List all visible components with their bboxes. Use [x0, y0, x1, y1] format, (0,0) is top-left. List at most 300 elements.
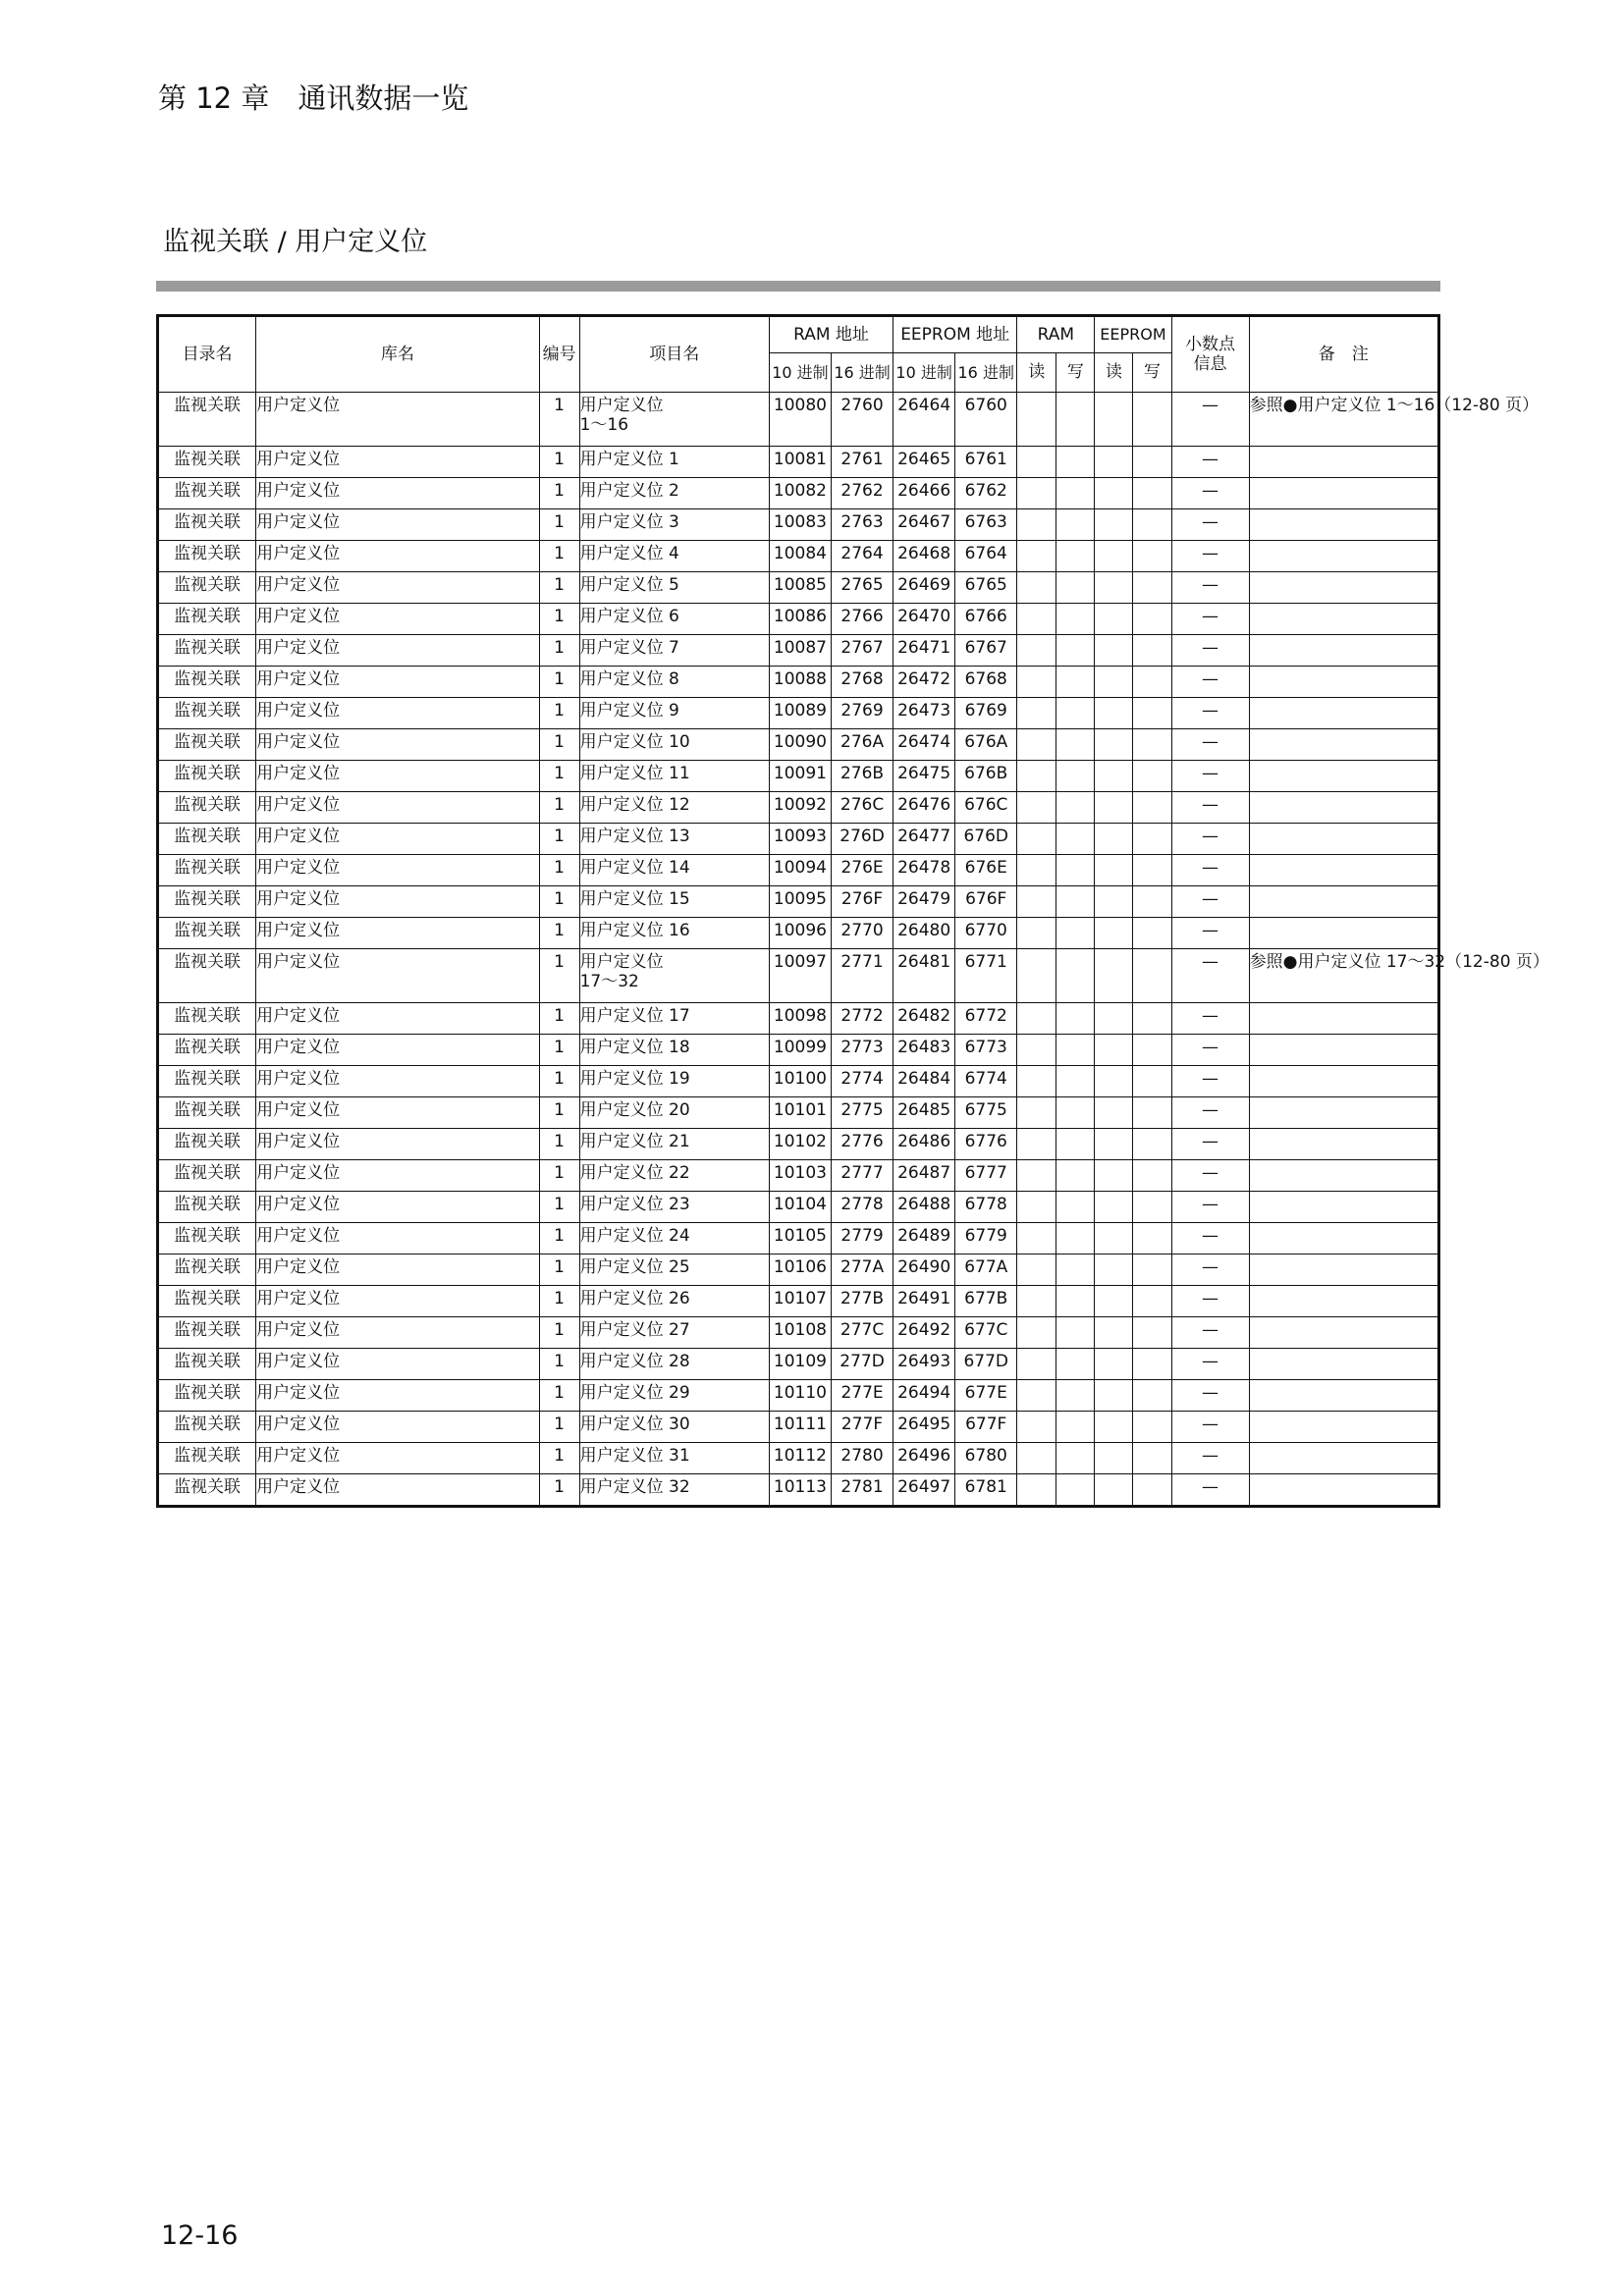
- cell-ram-dec: 10097: [769, 949, 831, 1003]
- cell-note: [1249, 824, 1438, 855]
- cell-ram-hex: 276A: [831, 729, 893, 761]
- cell-eeprom-dec: 26496: [893, 1443, 955, 1474]
- table-row: [158, 949, 1439, 1003]
- cell-ram-dec: 10099: [769, 1035, 831, 1066]
- cell-ram-read: [1017, 667, 1056, 698]
- cell-eeprom-hex: 6760: [955, 393, 1017, 447]
- cell-ram-read: [1017, 1380, 1056, 1412]
- table-row: [158, 1349, 1439, 1380]
- cell-lib: 用户定义位: [256, 509, 539, 541]
- cell-note: [1249, 509, 1438, 541]
- cell-item: 用户定义位 3: [579, 509, 769, 541]
- cell-num: 1: [539, 1349, 579, 1380]
- cell-eeprom-hex: 677B: [955, 1286, 1017, 1317]
- cell-lib: 用户定义位: [256, 761, 539, 792]
- cell-ram-write: [1056, 1443, 1095, 1474]
- cell-item: 用户定义位 4: [579, 541, 769, 572]
- cell-dir: 监视关联: [158, 1380, 256, 1412]
- cell-ram-write: [1056, 1066, 1095, 1097]
- cell-ram-hex: 2768: [831, 667, 893, 698]
- cell-ram-dec: 10104: [769, 1192, 831, 1223]
- cell-eeprom-write: [1133, 541, 1171, 572]
- cell-eeprom-hex: 676E: [955, 855, 1017, 886]
- cell-num: 1: [539, 855, 579, 886]
- header-ram-hex: 16 进制: [831, 353, 893, 393]
- cell-decimal: —: [1171, 761, 1249, 792]
- cell-item: 用户定义位 9: [579, 698, 769, 729]
- cell-num: 1: [539, 635, 579, 667]
- table-row: [158, 1003, 1439, 1035]
- cell-ram-read: [1017, 1129, 1056, 1160]
- cell-num: 1: [539, 667, 579, 698]
- cell-eeprom-hex: 676B: [955, 761, 1017, 792]
- cell-ram-dec: 10080: [769, 393, 831, 447]
- header-ram-read: 读: [1017, 353, 1056, 393]
- cell-eeprom-write: [1133, 1474, 1171, 1507]
- cell-lib: 用户定义位: [256, 1255, 539, 1286]
- cell-lib: 用户定义位: [256, 667, 539, 698]
- table-row: [158, 1317, 1439, 1349]
- cell-ram-read: [1017, 1412, 1056, 1443]
- cell-eeprom-write: [1133, 604, 1171, 635]
- cell-lib: 用户定义位: [256, 855, 539, 886]
- cell-dir: 监视关联: [158, 918, 256, 949]
- cell-decimal: —: [1171, 509, 1249, 541]
- cell-eeprom-dec: 26464: [893, 393, 955, 447]
- table-row: [158, 1160, 1439, 1192]
- cell-eeprom-dec: 26479: [893, 886, 955, 918]
- cell-ram-write: [1056, 541, 1095, 572]
- cell-num: 1: [539, 478, 579, 509]
- cell-eeprom-write: [1133, 1129, 1171, 1160]
- cell-ram-write: [1056, 1003, 1095, 1035]
- cell-num: 1: [539, 698, 579, 729]
- cell-eeprom-hex: 676C: [955, 792, 1017, 824]
- cell-lib: 用户定义位: [256, 1097, 539, 1129]
- cell-dir: 监视关联: [158, 1160, 256, 1192]
- cell-ram-hex: 2762: [831, 478, 893, 509]
- cell-eeprom-dec: 26473: [893, 698, 955, 729]
- cell-eeprom-dec: 26465: [893, 447, 955, 478]
- cell-eeprom-write: [1133, 509, 1171, 541]
- cell-ram-hex: 2769: [831, 698, 893, 729]
- cell-ram-read: [1017, 1349, 1056, 1380]
- cell-note: [1249, 1317, 1438, 1349]
- cell-decimal: —: [1171, 1443, 1249, 1474]
- header-ram-write: 写: [1056, 353, 1095, 393]
- cell-eeprom-read: [1095, 1317, 1133, 1349]
- cell-ram-dec: 10109: [769, 1349, 831, 1380]
- cell-eeprom-read: [1095, 572, 1133, 604]
- table-row: [158, 541, 1439, 572]
- cell-note: [1249, 1160, 1438, 1192]
- cell-ram-read: [1017, 393, 1056, 447]
- cell-ram-read: [1017, 918, 1056, 949]
- cell-ram-dec: 10106: [769, 1255, 831, 1286]
- cell-item: 用户定义位 29: [579, 1380, 769, 1412]
- cell-lib: 用户定义位: [256, 824, 539, 855]
- cell-eeprom-dec: 26467: [893, 509, 955, 541]
- cell-eeprom-write: [1133, 1443, 1171, 1474]
- cell-lib: 用户定义位: [256, 1035, 539, 1066]
- cell-eeprom-read: [1095, 949, 1133, 1003]
- cell-note: [1249, 447, 1438, 478]
- cell-ram-read: [1017, 604, 1056, 635]
- table-row: [158, 886, 1439, 918]
- cell-ram-dec: 10096: [769, 918, 831, 949]
- cell-eeprom-read: [1095, 855, 1133, 886]
- cell-dir: 监视关联: [158, 949, 256, 1003]
- cell-decimal: —: [1171, 792, 1249, 824]
- cell-num: 1: [539, 1443, 579, 1474]
- cell-ram-hex: 2764: [831, 541, 893, 572]
- table-row: [158, 1223, 1439, 1255]
- cell-dir: 监视关联: [158, 1066, 256, 1097]
- cell-decimal: —: [1171, 667, 1249, 698]
- cell-note: [1249, 1349, 1438, 1380]
- cell-eeprom-hex: 6774: [955, 1066, 1017, 1097]
- cell-num: 1: [539, 1192, 579, 1223]
- cell-ram-read: [1017, 478, 1056, 509]
- cell-ram-read: [1017, 1317, 1056, 1349]
- cell-ram-dec: 10100: [769, 1066, 831, 1097]
- cell-note: 参照●用户定义位 17～32（12-80 页）: [1249, 949, 1438, 1003]
- cell-eeprom-read: [1095, 1255, 1133, 1286]
- cell-eeprom-write: [1133, 1097, 1171, 1129]
- table-row: [158, 1474, 1439, 1507]
- cell-eeprom-hex: 6771: [955, 949, 1017, 1003]
- cell-eeprom-hex: 6773: [955, 1035, 1017, 1066]
- cell-note: [1249, 729, 1438, 761]
- cell-dir: 监视关联: [158, 1097, 256, 1129]
- table-row: [158, 1255, 1439, 1286]
- cell-eeprom-read: [1095, 1443, 1133, 1474]
- cell-eeprom-dec: 26471: [893, 635, 955, 667]
- cell-ram-hex: 277A: [831, 1255, 893, 1286]
- cell-ram-read: [1017, 824, 1056, 855]
- cell-ram-read: [1017, 1097, 1056, 1129]
- cell-ram-dec: 10094: [769, 855, 831, 886]
- cell-ram-dec: 10086: [769, 604, 831, 635]
- cell-note: [1249, 1003, 1438, 1035]
- cell-ram-write: [1056, 635, 1095, 667]
- cell-eeprom-dec: 26481: [893, 949, 955, 1003]
- cell-lib: 用户定义位: [256, 478, 539, 509]
- cell-eeprom-dec: 26482: [893, 1003, 955, 1035]
- header-eeprom-read: 读: [1095, 353, 1133, 393]
- table-row: [158, 698, 1439, 729]
- cell-eeprom-write: [1133, 1003, 1171, 1035]
- table-row: [158, 918, 1439, 949]
- cell-eeprom-dec: 26489: [893, 1223, 955, 1255]
- cell-lib: 用户定义位: [256, 572, 539, 604]
- cell-ram-write: [1056, 1223, 1095, 1255]
- cell-ram-read: [1017, 1160, 1056, 1192]
- cell-item: 用户定义位 5: [579, 572, 769, 604]
- table-row: [158, 1380, 1439, 1412]
- cell-eeprom-hex: 6765: [955, 572, 1017, 604]
- header-ram-dec: 10 进制: [769, 353, 831, 393]
- data-table: [156, 314, 1549, 1508]
- cell-ram-write: [1056, 393, 1095, 447]
- cell-ram-dec: 10098: [769, 1003, 831, 1035]
- cell-eeprom-read: [1095, 1223, 1133, 1255]
- cell-eeprom-dec: 26476: [893, 792, 955, 824]
- cell-eeprom-read: [1095, 1097, 1133, 1129]
- cell-note: [1249, 918, 1438, 949]
- cell-eeprom-hex: 676D: [955, 824, 1017, 855]
- cell-dir: 监视关联: [158, 667, 256, 698]
- cell-num: 1: [539, 604, 579, 635]
- cell-num: 1: [539, 1097, 579, 1129]
- cell-item: 用户定义位 28: [579, 1349, 769, 1380]
- cell-num: 1: [539, 1003, 579, 1035]
- cell-dir: 监视关联: [158, 393, 256, 447]
- cell-decimal: —: [1171, 1066, 1249, 1097]
- cell-num: 1: [539, 729, 579, 761]
- cell-ram-dec: 10113: [769, 1474, 831, 1507]
- cell-eeprom-read: [1095, 698, 1133, 729]
- cell-note: [1249, 1097, 1438, 1129]
- cell-ram-read: [1017, 541, 1056, 572]
- cell-ram-write: [1056, 1380, 1095, 1412]
- cell-eeprom-hex: 6762: [955, 478, 1017, 509]
- cell-eeprom-hex: 676F: [955, 886, 1017, 918]
- cell-ram-dec: 10088: [769, 667, 831, 698]
- cell-eeprom-dec: 26486: [893, 1129, 955, 1160]
- cell-num: 1: [539, 918, 579, 949]
- cell-ram-hex: 277F: [831, 1412, 893, 1443]
- cell-ram-write: [1056, 792, 1095, 824]
- cell-ram-write: [1056, 1255, 1095, 1286]
- cell-eeprom-hex: 677E: [955, 1380, 1017, 1412]
- cell-eeprom-hex: 6764: [955, 541, 1017, 572]
- cell-decimal: —: [1171, 949, 1249, 1003]
- cell-ram-read: [1017, 509, 1056, 541]
- cell-ram-hex: 2780: [831, 1443, 893, 1474]
- cell-eeprom-hex: 676A: [955, 729, 1017, 761]
- cell-ram-hex: 2775: [831, 1097, 893, 1129]
- cell-decimal: —: [1171, 604, 1249, 635]
- cell-ram-write: [1056, 667, 1095, 698]
- cell-decimal: —: [1171, 824, 1249, 855]
- cell-ram-hex: 2774: [831, 1066, 893, 1097]
- cell-decimal: —: [1171, 1255, 1249, 1286]
- cell-ram-read: [1017, 572, 1056, 604]
- cell-eeprom-read: [1095, 667, 1133, 698]
- cell-decimal: —: [1171, 1003, 1249, 1035]
- cell-item: 用户定义位 19: [579, 1066, 769, 1097]
- cell-item: 用户定义位 6: [579, 604, 769, 635]
- page-number: 12-16: [161, 2220, 239, 2251]
- cell-eeprom-dec: 26468: [893, 541, 955, 572]
- cell-ram-hex: 276F: [831, 886, 893, 918]
- cell-ram-write: [1056, 1349, 1095, 1380]
- cell-eeprom-write: [1133, 1286, 1171, 1317]
- cell-ram-hex: 2765: [831, 572, 893, 604]
- cell-eeprom-read: [1095, 1380, 1133, 1412]
- cell-eeprom-read: [1095, 1349, 1133, 1380]
- cell-eeprom-dec: 26480: [893, 918, 955, 949]
- cell-ram-dec: 10087: [769, 635, 831, 667]
- cell-ram-hex: 2771: [831, 949, 893, 1003]
- cell-eeprom-read: [1095, 509, 1133, 541]
- cell-num: 1: [539, 572, 579, 604]
- cell-ram-hex: 276D: [831, 824, 893, 855]
- cell-decimal: —: [1171, 918, 1249, 949]
- cell-ram-read: [1017, 886, 1056, 918]
- cell-item: 用户定义位 30: [579, 1412, 769, 1443]
- cell-eeprom-dec: 26470: [893, 604, 955, 635]
- cell-eeprom-dec: 26477: [893, 824, 955, 855]
- cell-num: 1: [539, 509, 579, 541]
- header-ram: RAM: [1017, 316, 1095, 353]
- cell-eeprom-write: [1133, 824, 1171, 855]
- cell-eeprom-hex: 6777: [955, 1160, 1017, 1192]
- cell-note: [1249, 1223, 1438, 1255]
- cell-lib: 用户定义位: [256, 1380, 539, 1412]
- cell-eeprom-hex: 6761: [955, 447, 1017, 478]
- cell-eeprom-hex: 677D: [955, 1349, 1017, 1380]
- cell-ram-read: [1017, 1035, 1056, 1066]
- chapter-title: 第 12 章 通讯数据一览: [158, 81, 469, 115]
- cell-num: 1: [539, 886, 579, 918]
- cell-ram-read: [1017, 1223, 1056, 1255]
- cell-lib: 用户定义位: [256, 1066, 539, 1097]
- cell-decimal: —: [1171, 1223, 1249, 1255]
- cell-num: 1: [539, 1066, 579, 1097]
- cell-eeprom-read: [1095, 1003, 1133, 1035]
- table-row: [158, 729, 1439, 761]
- cell-item: 用户定义位 31: [579, 1443, 769, 1474]
- cell-ram-hex: 2766: [831, 604, 893, 635]
- cell-ram-hex: 2776: [831, 1129, 893, 1160]
- cell-dir: 监视关联: [158, 604, 256, 635]
- cell-eeprom-write: [1133, 1349, 1171, 1380]
- cell-note: [1249, 667, 1438, 698]
- cell-dir: 监视关联: [158, 1286, 256, 1317]
- table-row: [158, 635, 1439, 667]
- cell-eeprom-hex: 6770: [955, 918, 1017, 949]
- cell-ram-dec: 10085: [769, 572, 831, 604]
- cell-ram-dec: 10112: [769, 1443, 831, 1474]
- cell-eeprom-hex: 6775: [955, 1097, 1017, 1129]
- cell-eeprom-hex: 6763: [955, 509, 1017, 541]
- cell-eeprom-hex: 6776: [955, 1129, 1017, 1160]
- cell-ram-hex: 2777: [831, 1160, 893, 1192]
- cell-ram-dec: 10081: [769, 447, 831, 478]
- cell-dir: 监视关联: [158, 855, 256, 886]
- cell-eeprom-read: [1095, 824, 1133, 855]
- cell-ram-read: [1017, 855, 1056, 886]
- cell-decimal: —: [1171, 1035, 1249, 1066]
- cell-decimal: —: [1171, 1129, 1249, 1160]
- cell-dir: 监视关联: [158, 1412, 256, 1443]
- header-decimal: 小数点 信息: [1171, 316, 1249, 393]
- header-num: 编号: [539, 316, 579, 393]
- table-row: [158, 1035, 1439, 1066]
- cell-ram-read: [1017, 949, 1056, 1003]
- cell-ram-read: [1017, 761, 1056, 792]
- header-eeprom-addr: EEPROM 地址: [893, 316, 1017, 353]
- cell-decimal: —: [1171, 1317, 1249, 1349]
- table-row: [158, 393, 1439, 447]
- cell-num: 1: [539, 1255, 579, 1286]
- cell-dir: 监视关联: [158, 1317, 256, 1349]
- cell-item: 用户定义位 26: [579, 1286, 769, 1317]
- cell-eeprom-write: [1133, 1192, 1171, 1223]
- cell-dir: 监视关联: [158, 1255, 256, 1286]
- cell-eeprom-hex: 6778: [955, 1192, 1017, 1223]
- cell-eeprom-dec: 26484: [893, 1066, 955, 1097]
- cell-note: [1249, 1035, 1438, 1066]
- cell-note: [1249, 698, 1438, 729]
- cell-num: 1: [539, 447, 579, 478]
- cell-ram-write: [1056, 698, 1095, 729]
- cell-num: 1: [539, 1317, 579, 1349]
- cell-eeprom-dec: 26488: [893, 1192, 955, 1223]
- cell-eeprom-hex: 6772: [955, 1003, 1017, 1035]
- cell-dir: 监视关联: [158, 541, 256, 572]
- cell-note: [1249, 855, 1438, 886]
- cell-ram-dec: 10110: [769, 1380, 831, 1412]
- cell-decimal: —: [1171, 541, 1249, 572]
- cell-dir: 监视关联: [158, 824, 256, 855]
- cell-eeprom-dec: 26491: [893, 1286, 955, 1317]
- cell-note: [1249, 478, 1438, 509]
- cell-ram-write: [1056, 949, 1095, 1003]
- header-lib: 库名: [256, 316, 539, 393]
- cell-eeprom-write: [1133, 1380, 1171, 1412]
- cell-decimal: —: [1171, 572, 1249, 604]
- cell-eeprom-read: [1095, 1474, 1133, 1507]
- cell-eeprom-write: [1133, 393, 1171, 447]
- cell-eeprom-read: [1095, 1035, 1133, 1066]
- cell-num: 1: [539, 792, 579, 824]
- cell-decimal: —: [1171, 1412, 1249, 1443]
- cell-eeprom-hex: 6781: [955, 1474, 1017, 1507]
- cell-eeprom-dec: 26492: [893, 1317, 955, 1349]
- cell-note: [1249, 604, 1438, 635]
- cell-lib: 用户定义位: [256, 1412, 539, 1443]
- cell-item: 用户定义位 21: [579, 1129, 769, 1160]
- cell-eeprom-read: [1095, 478, 1133, 509]
- cell-eeprom-hex: 6769: [955, 698, 1017, 729]
- cell-ram-write: [1056, 761, 1095, 792]
- cell-note: [1249, 635, 1438, 667]
- cell-ram-write: [1056, 509, 1095, 541]
- cell-eeprom-read: [1095, 792, 1133, 824]
- cell-note: [1249, 1192, 1438, 1223]
- cell-ram-dec: 10083: [769, 509, 831, 541]
- header-eeprom-hex: 16 进制: [955, 353, 1017, 393]
- cell-ram-read: [1017, 698, 1056, 729]
- header-dir: 目录名: [158, 316, 256, 393]
- cell-num: 1: [539, 949, 579, 1003]
- cell-ram-dec: 10089: [769, 698, 831, 729]
- cell-dir: 监视关联: [158, 1443, 256, 1474]
- cell-item: 用户定义位 15: [579, 886, 769, 918]
- cell-ram-hex: 276E: [831, 855, 893, 886]
- cell-lib: 用户定义位: [256, 1443, 539, 1474]
- table-row: [158, 1286, 1439, 1317]
- cell-lib: 用户定义位: [256, 1474, 539, 1507]
- cell-eeprom-dec: 26494: [893, 1380, 955, 1412]
- cell-note: [1249, 886, 1438, 918]
- table-row: [158, 509, 1439, 541]
- table-row: [158, 667, 1439, 698]
- cell-dir: 监视关联: [158, 1192, 256, 1223]
